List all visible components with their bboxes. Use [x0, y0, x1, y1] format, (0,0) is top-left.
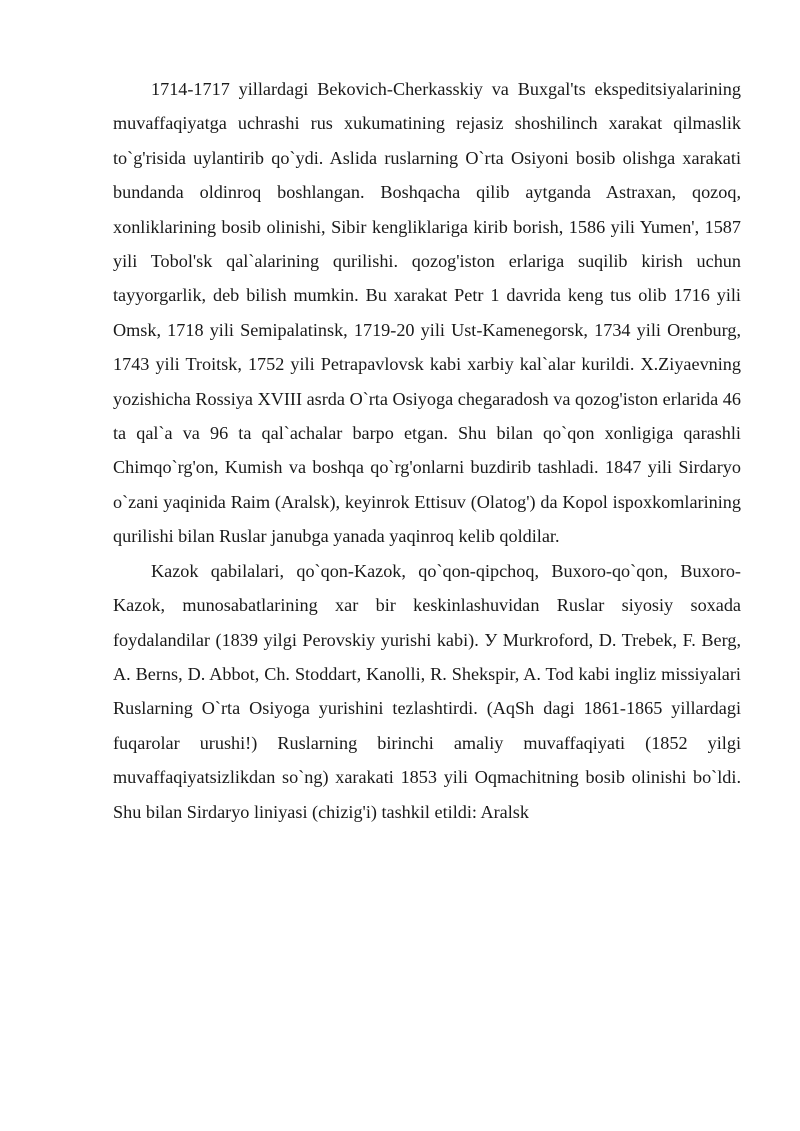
- paragraph: 1714-1717 yillardagi Bekovich-Cherkasskiy va Buxgal'ts ekspeditsiyalarining muvaffaqiyatga uchrashi rus xukumatining rejasiz shoshilinch xarakat qilmaslik to`g'risida uylantirib qo`ydi. Aslida ruslarning O`rta Osiyoni bosib olishga xarakati bundanda oldinroq boshlangan. Boshqacha qilib aytganda Astraxan, qozoq, xonliklarining bosib olinishi, Sibir kengliklariga kirib borish, 1586 yili Yumen', 1587 yili Tobol'sk qal`alarining qurilishi. qozog'iston erlariga suqilib kirish uchun tayyorgarlik, deb bilish mumkin. Bu xarakat Petr 1 davrida keng tus olib 1716 yili Omsk, 1718 yili Semipalatinsk, 1719-20 yili Ust-Kamenegorsk, 1734 yili Orenburg, 1743 yili Troitsk, 1752 yili Petrapavlovsk kabi xarbiy kal`alar kurildi. X.Ziyaevning yozishicha Rossiya XVIII asrda O`rta Osiyoga chegaradosh va qozog'iston erlarida 46 ta qal`a va 96 ta qal`achalar barpo etgan. Shu bilan qo`qon xonligiga qarashli Chimqo`rg'on, Kumish va boshqa qo`rg'onlarni buzdirib tashladi. 1847 yili Sirdaryo o`zani yaqinida Raim (Aralsk), keyinrok Ettisuv (Olatog') da Kopol ispoxkomlarining qurilishi bilan Ruslar janubga yanada yaqinroq kelib qoldilar.: [113, 79, 741, 547]
- paragraph: Kazok qabilalari, qo`qon-Kazok, qo`qon-qipchoq, Buxoro-qo`qon, Buxoro-Kazok, munosabatlarining xar bir keskinlashuvidan Ruslar siyosiy soxada foydalandilar (1839 yilgi Perovskiy yurishi kabi). У Murkroford, D. Trebek, F. Berg, A. Berns, D. Abbot, Ch. Stoddart, Kanolli, R. Shekspir, A. Tod kabi ingliz missiyalari Ruslarning O`rta Osiyoga yurishini tezlashtirdi. (AqSh dagi 1861-1865 yillardagi fuqarolar urushi!) Ruslarning birinchi amaliy muvaffaqiyati (1852 yilgi muvaffaqiyatsizlikdan so`ng) xarakati 1853 yili Oqmachitning bosib olinishi bo`ldi. Shu bilan Sirdaryo liniyasi (chizig'i) tashkil etildi: Aralsk: [113, 560, 741, 822]
- document-page: [113, 72, 741, 829]
